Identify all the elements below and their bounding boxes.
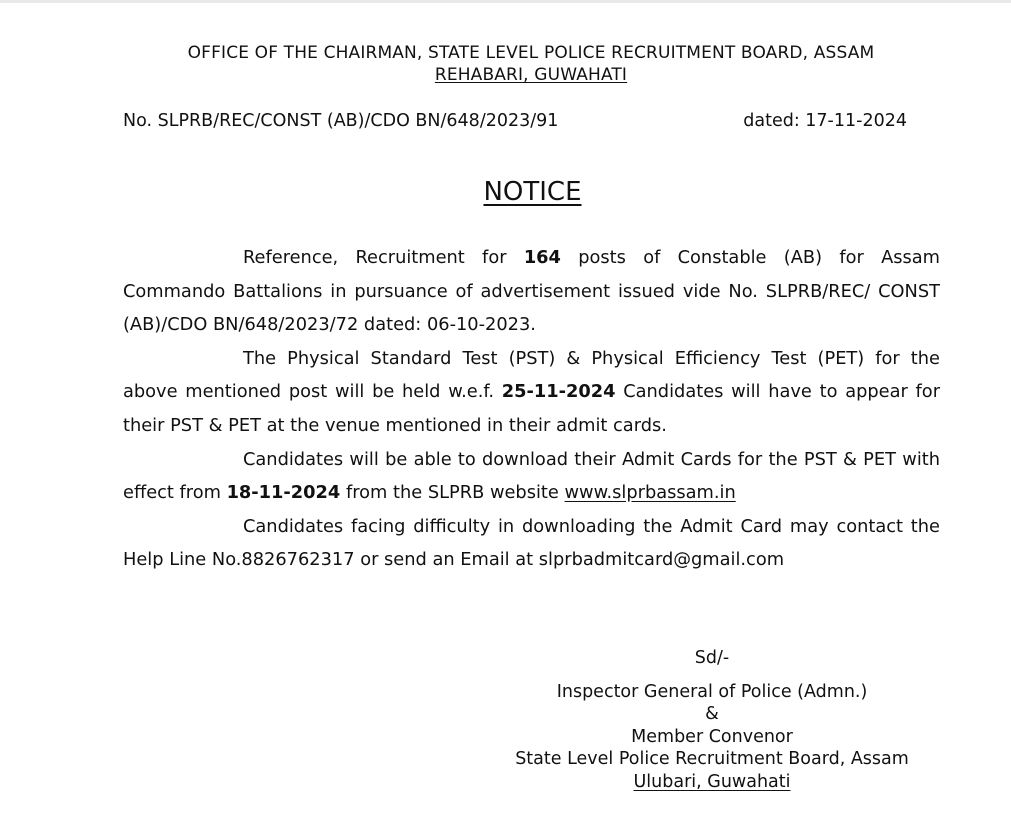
signatory-designation: Inspector General of Police (Admn.) xyxy=(556,681,868,702)
admit-card-date: 18-11-2024 xyxy=(226,482,341,504)
website-link[interactable]: www.slprbassam.in xyxy=(564,482,736,504)
paragraph-text: Candidates will have to appear for their PST & PET at the venue mentioned in their admit cards. xyxy=(123,381,940,436)
office-location: REHABARI, GUWAHATI xyxy=(434,65,628,85)
test-start-date: 25-11-2024 xyxy=(501,381,616,403)
signature-block xyxy=(497,647,927,793)
paragraph-test-schedule xyxy=(123,342,940,443)
paragraph-text: Candidates facing difficulty in downloading the Admit Card may contact the Help Line No.8826762317 or send an Email at slprbadmitcard@gmail.com xyxy=(123,515,940,571)
notice-title: NOTICE xyxy=(483,177,582,207)
office-heading: OFFICE OF THE CHAIRMAN, STATE LEVEL POLICE RECRUITMENT BOARD, ASSAM xyxy=(187,43,875,63)
signatory-location: Ulubari, Guwahati xyxy=(633,771,791,792)
paragraph-text: posts of Constable (AB) for Assam Commando Battalions in pursuance of advertisement issued vide No. SLPRB/REC/ CONST (AB)/CDO BN/648/2023/72 dated: 06-10-2023. xyxy=(123,247,940,336)
paragraph-text: from the SLPRB website xyxy=(340,482,565,504)
paragraph-text: The Physical Standard Test (PST) & Physical Efficiency Test (PET) for the above mentioned post will be held w.e.f. xyxy=(123,347,940,403)
paragraph-helpline xyxy=(123,510,940,577)
posts-count: 164 xyxy=(523,247,561,268)
top-border xyxy=(0,0,1011,3)
signatory-role: Member Convenor xyxy=(631,726,793,747)
paragraph-text: Candidates will be able to download their Admit Cards for the PST & PET with effect from xyxy=(123,448,940,504)
paragraph-admit-card xyxy=(123,443,940,510)
paragraph-text: Reference, Recruitment for xyxy=(243,247,524,268)
paragraph-reference xyxy=(123,241,940,342)
reference-number: No. SLPRB/REC/CONST (AB)/CDO BN/648/2023/91 xyxy=(123,111,559,131)
signature-ampersand: & xyxy=(705,704,719,724)
letterhead xyxy=(0,42,1011,86)
issue-date: dated: 17-11-2024 xyxy=(743,111,907,131)
signatory-board: State Level Police Recruitment Board, Assam xyxy=(515,749,909,769)
signed-mark: Sd/- xyxy=(694,648,730,668)
notice-body xyxy=(123,241,940,577)
